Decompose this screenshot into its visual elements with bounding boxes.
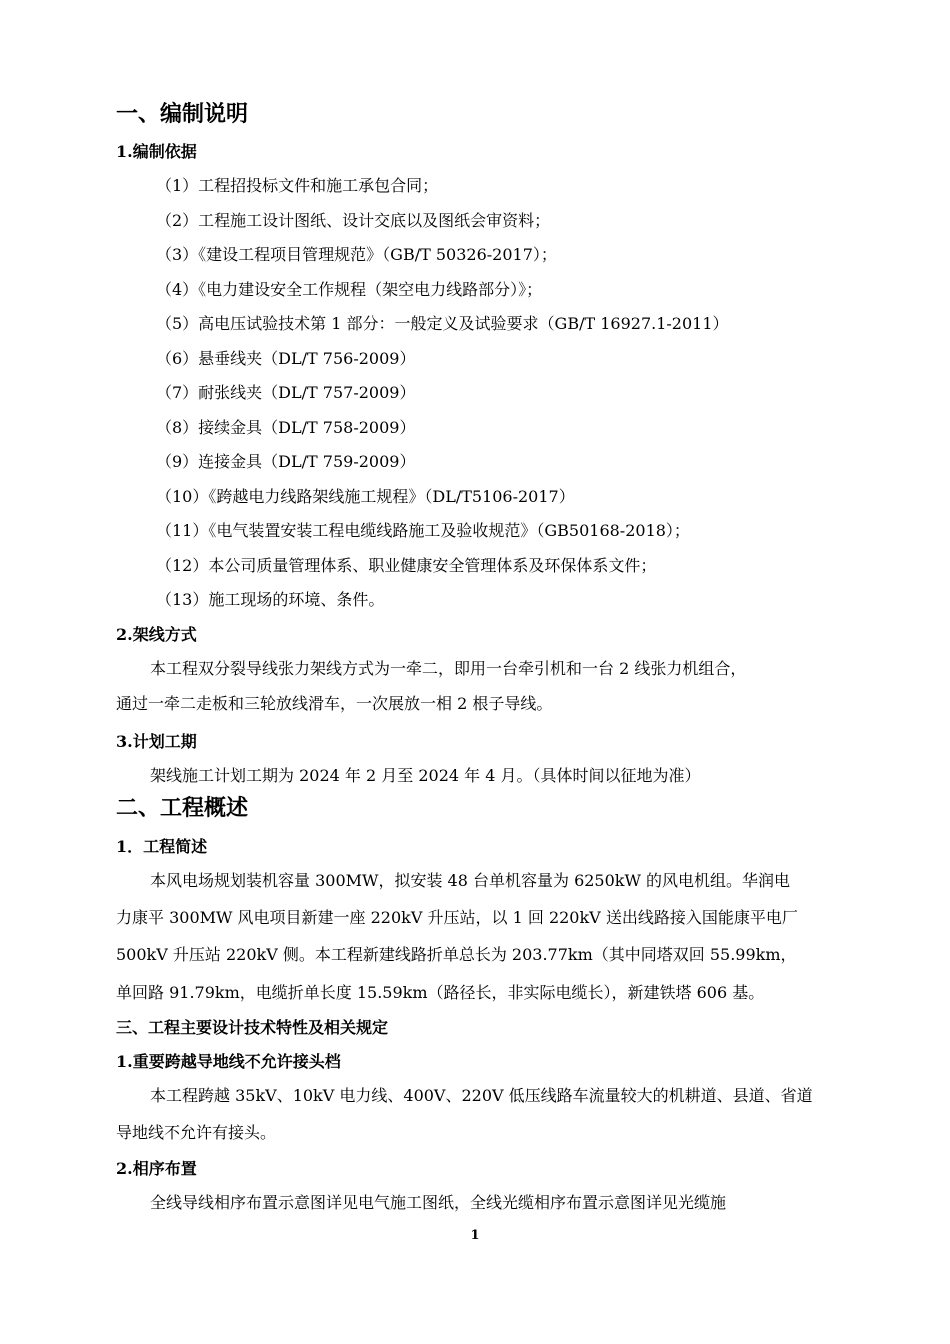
basis-item-12: （12）本公司质量管理体系、职业健康安全管理体系及环保体系文件； [156, 556, 657, 575]
overview-line-4: 单回路 91.79km，电缆折单长度 15.59km（路径长，非实际电缆长），新建铁塔 606 基。 [116, 983, 765, 1002]
basis-item-7: （7）耐张线夹（DL/T 757-2009） [156, 383, 416, 402]
section-2-heading: 二、工程概述 [116, 795, 249, 821]
schedule-text: 架线施工计划工期为 2024 年 2 月至 2024 年 4 月。（具体时间以征地为准） [150, 766, 701, 785]
overview-heading: 1．工程简述 [116, 837, 208, 856]
basis-item-1: （1）工程招投标文件和施工承包合同； [156, 176, 439, 195]
overview-line-3: 500kV 升压站 220kV 侧。本工程新建线路折单总长为 203.77km（其中同塔双回 55.99km， [116, 945, 797, 964]
basis-item-3: （3）《建设工程项目管理规范》（GB/T 50326-2017）； [156, 245, 557, 264]
page-number: 1 [470, 1228, 480, 1243]
method-line-1: 本工程双分裂导线张力架线方式为一牵二，即用一台牵引机和一台 2 线张力机组合， [150, 659, 747, 678]
crossing-line-1: 本工程跨越 35kV、10kV 电力线、400V、220V 低压线路车流量较大的机耕道、县道、省道 [150, 1086, 813, 1105]
method-line-2: 通过一牵二走板和三轮放线滑车，一次展放一相 2 根子导线。 [116, 694, 553, 713]
basis-item-9: （9）连接金具（DL/T 759-2009） [156, 452, 416, 471]
basis-item-4: （4）《电力建设安全工作规程（架空电力线路部分）》； [156, 280, 543, 299]
crossing-heading: 1.重要跨越导地线不允许接头档 [116, 1052, 341, 1071]
basis-item-5: （5）高电压试验技术第 1 部分：一般定义及试验要求（GB/T 16927.1-2011） [156, 314, 729, 333]
basis-heading: 1.编制依据 [116, 142, 197, 161]
basis-item-13: （13）施工现场的环境、条件。 [156, 590, 385, 609]
basis-item-6: （6）悬垂线夹（DL/T 756-2009） [156, 349, 416, 368]
section-1-heading: 一、编制说明 [116, 101, 249, 127]
schedule-heading: 3.计划工期 [116, 732, 197, 751]
crossing-line-2: 导地线不允许有接头。 [116, 1123, 277, 1142]
basis-item-11: （11）《电气装置安装工程电缆线路施工及验收规范》（GB50168-2018）； [156, 521, 690, 540]
section-3-heading: 三、工程主要设计技术特性及相关规定 [116, 1018, 389, 1037]
basis-item-10: （10）《跨越电力线路架线施工规程》（DL/T5106-2017） [156, 487, 575, 506]
phase-heading: 2.相序布置 [116, 1159, 197, 1178]
basis-item-8: （8）接续金具（DL/T 758-2009） [156, 418, 416, 437]
method-heading: 2.架线方式 [116, 625, 197, 644]
overview-line-1: 本风电场规划装机容量 300MW，拟安装 48 台单机容量为 6250kW 的风电机组。华润电 [150, 871, 791, 890]
basis-item-2: （2）工程施工设计图纸、设计交底以及图纸会审资料； [156, 211, 551, 230]
overview-line-2: 力康平 300MW 风电项目新建一座 220kV 升压站，以 1 回 220kV 送出线路接入国能康平电厂 [116, 908, 798, 927]
phase-line-1: 全线导线相序布置示意图详见电气施工图纸，全线光缆相序布置示意图详见光缆施 [150, 1193, 727, 1212]
